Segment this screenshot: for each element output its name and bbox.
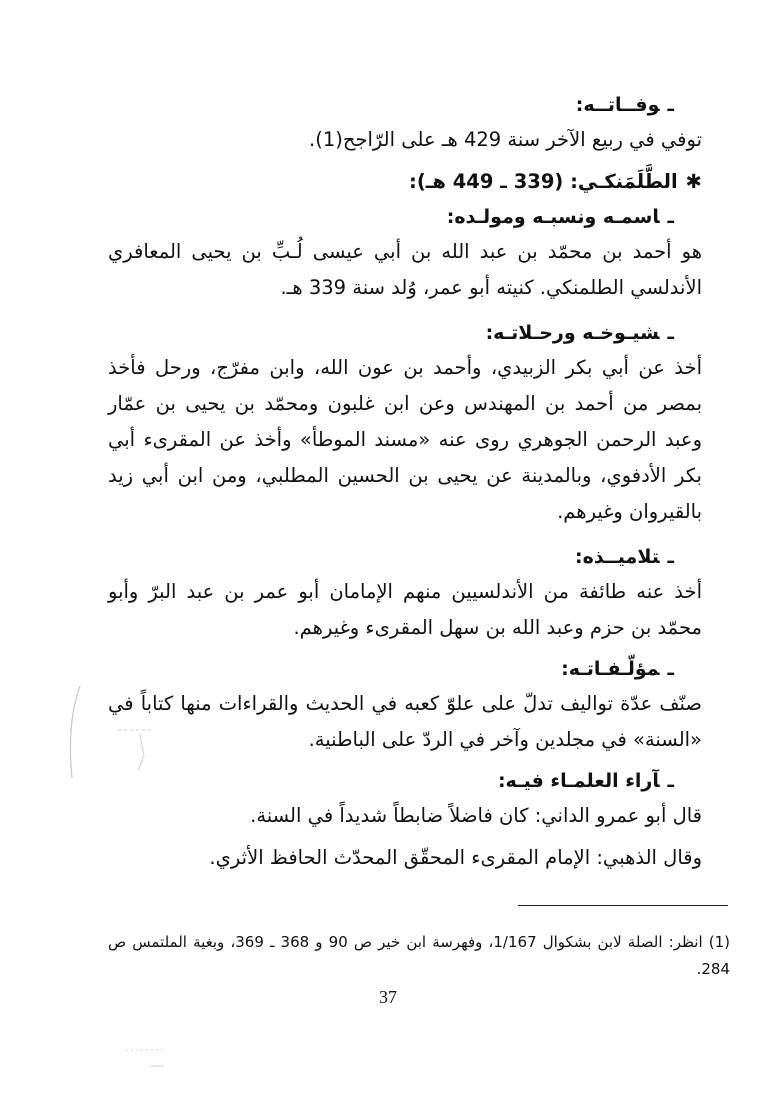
section-heading-death: ـوفــاتــه:	[575, 94, 674, 116]
section-heading-name: ـاسمـه ونسبـه ومولـده:	[446, 206, 674, 228]
teachers-paragraph: أخذ عن أبي بكر الزبيدي، وأحمد بن عون الله، وابن مفرّج، ورحل فأخذ بمصر من أحمد بن المهندس وعن ابن غلبون ومحمّد بن يحيى بن عمّار وعبد الرحمن الجوهري روى عنه «مسند الموطأ» وأخذ عن المقرىء أبي بكر الأدفوي، وبالمدينة عن يحيى بن الحسين المطلبي، ومن ابن أبي زيد بالقيروان وغيرهم.	[108, 356, 702, 523]
death-paragraph: توفي في ربيع الآخر سنة 429 هـ على الرّاجح(1).	[309, 128, 702, 151]
opinion-quote-dhahabi: وقال الذهبي: الإمام المقرىء المحقّق المحدّث الحافظ الأثري.	[209, 846, 702, 869]
heading-dash: ـ	[667, 658, 674, 680]
footnote-divider	[518, 905, 728, 906]
section-heading-students: ـتلاميــذه:	[575, 546, 674, 568]
heading-dash: ـ	[667, 206, 674, 228]
heading-dash: ـ	[667, 770, 674, 792]
page-number: 37	[379, 987, 397, 1007]
name-paragraph: هو أحمد بن محمّد بن عبد الله بن أبي عيسى لُـبِّ بن يحيى المعافري الأندلسي الطلمنكي. كنيته أبو عمر، وُلد سنة 339 هـ.	[108, 240, 702, 299]
star-icon: ✱	[685, 170, 702, 193]
section-heading-opinions: ـآراء العلمـاء فيـه:	[497, 770, 674, 792]
section-heading-teachers: ـشيـوخـه ورحـلاتـه:	[485, 322, 674, 344]
heading-dash: ـ	[667, 546, 674, 568]
heading-dash: ـ	[667, 322, 674, 344]
scan-artifact-mark	[120, 1040, 180, 1080]
students-paragraph: أخذ عنه طائفة من الأندلسيين منهم الإمامان أبو عمر بن عبد البرّ وأبو محمّد بن حزم وعبد الله بن سهل المقرىء وغيرهم.	[108, 580, 702, 639]
scholar-heading-talamanki: ✱الطَّلَمَنكـي: (339 ـ 449 هـ):	[409, 170, 702, 193]
opinion-quote-dani: قال أبو عمرو الداني: كان فاضلاً ضابطاً شديداً في السنة.	[250, 804, 702, 827]
main-text	[108, 88, 702, 876]
footnote: (1) انظر: الصلة لابن بشكوال 1/167، وفهرسة ابن خير ص 90 و 368 ـ 369، وبغية الملتمس ص 284.	[108, 933, 731, 978]
section-heading-works: ـمؤلّـفـاتـه:	[561, 658, 674, 680]
scan-artifact-mark	[58, 678, 158, 788]
works-paragraph: صنّف عدّة تواليف تدلّ على علوّ كعبه في الحديث والقراءات منها كتاباً في «السنة» في مجلدين وآخر في الردّ على الباطنية.	[108, 692, 702, 751]
heading-dash: ـ	[667, 94, 674, 116]
